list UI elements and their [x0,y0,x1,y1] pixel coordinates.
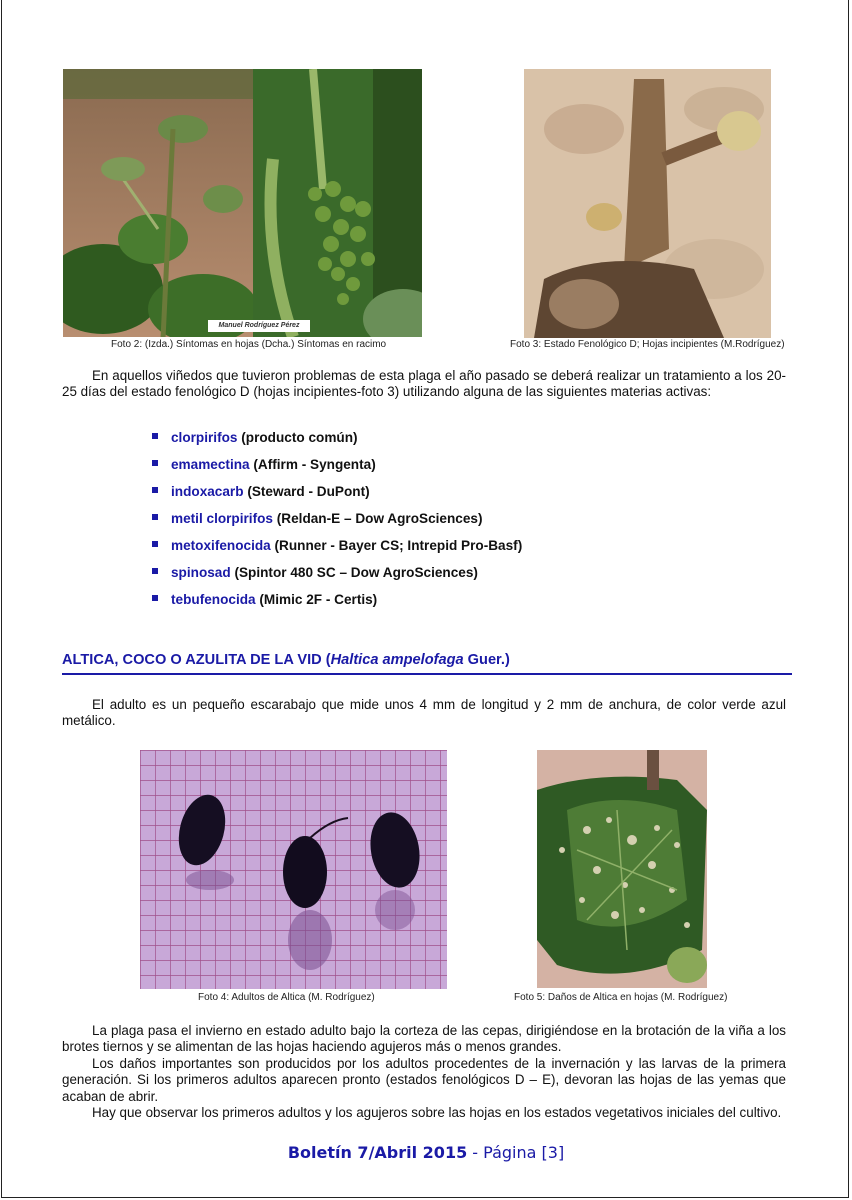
photo-cluster-symptoms [253,69,422,337]
page-footer: Boletín 7/Abril 2015 - Página [3] [287,1143,565,1162]
list-item: indoxacarb (Steward - DuPont) [152,482,522,509]
species-name: Haltica ampelofaga [330,652,464,668]
list-item: clorpirifos (producto común) [152,428,522,455]
bullet-square-icon [152,487,158,493]
bullet-square-icon [152,568,158,574]
photo-leaf-symptoms [63,69,253,337]
intro-paragraph: En aquellos viñedos que tuvieron problemas de esta plaga el año pasado se deberá realizar un tratamiento a los 20-25 días del estado fenológico D (hojas incipientes-foto 3) utilizando alguna de las siguientes materias activas: [62,368,786,400]
overwintering-paragraph: La plaga pasa el invierno en estado adulto bajo la corteza de las cepas, dirigiéndose en la brotación de la viña a los brotes tiernos y se alimentan de las hojas haciendo agujeros más o menos grandes. [62,1023,786,1055]
section-heading: ALTICA, COCO O AZULITA DE LA VID (Haltica ampelofaga Guer.) [62,652,510,668]
bulletin-label: Boletín 7/Abril 2015 [287,1143,468,1162]
observation-paragraph: Hay que observar los primeros adultos y los agujeros sobre las hojas en los estados vegetativos iniciales del cultivo. [92,1105,782,1120]
photo-4-caption: Foto 4: Adultos de Altica (M. Rodríguez) [198,992,375,1003]
bullet-square-icon [152,541,158,547]
page-number: Página [3] [483,1143,565,1162]
bullet-square-icon [152,595,158,601]
bullet-square-icon [152,433,158,439]
damage-paragraph: Los daños importantes son producidos por los adultos procedentes de la invernación y las larvas de la primera generación. Si los primeros adultos aparecen pronto (estados fenológicos D – E), devoran las hojas de las yemas que acaban de abrir. [62,1056,786,1104]
section-divider [62,673,792,675]
list-item: metil clorpirifos (Reldan-E – Dow AgroSciences) [152,509,522,536]
photo-leaf-damage [537,750,707,988]
adult-description-paragraph: El adulto es un pequeño escarabajo que mide unos 4 mm de longitud y 2 mm de anchura, de color verde azul metálico. [62,697,786,729]
list-item: metoxifenocida (Runner - Bayer CS; Intrepid Pro-Basf) [152,536,522,563]
list-item: spinosad (Spintor 480 SC – Dow AgroSciences) [152,563,522,590]
list-item: tebufenocida (Mimic 2F - Certis) [152,590,522,617]
photo-credit-label: Manuel Rodríguez Pérez [208,320,310,332]
active-ingredients-list [152,428,522,617]
list-item: emamectina (Affirm - Syngenta) [152,455,522,482]
photo-3-caption: Foto 3: Estado Fenológico D; Hojas incipientes (M.Rodríguez) [510,339,785,350]
photo-5-caption: Foto 5: Daños de Altica en hojas (M. Rodríguez) [514,992,728,1003]
photo-phenological-stage [524,69,771,338]
bullet-square-icon [152,460,158,466]
photo-adult-beetles [140,750,447,989]
photo-2-caption: Foto 2: (Izda.) Síntomas en hojas (Dcha.) Síntomas en racimo [111,339,387,350]
bullet-square-icon [152,514,158,520]
